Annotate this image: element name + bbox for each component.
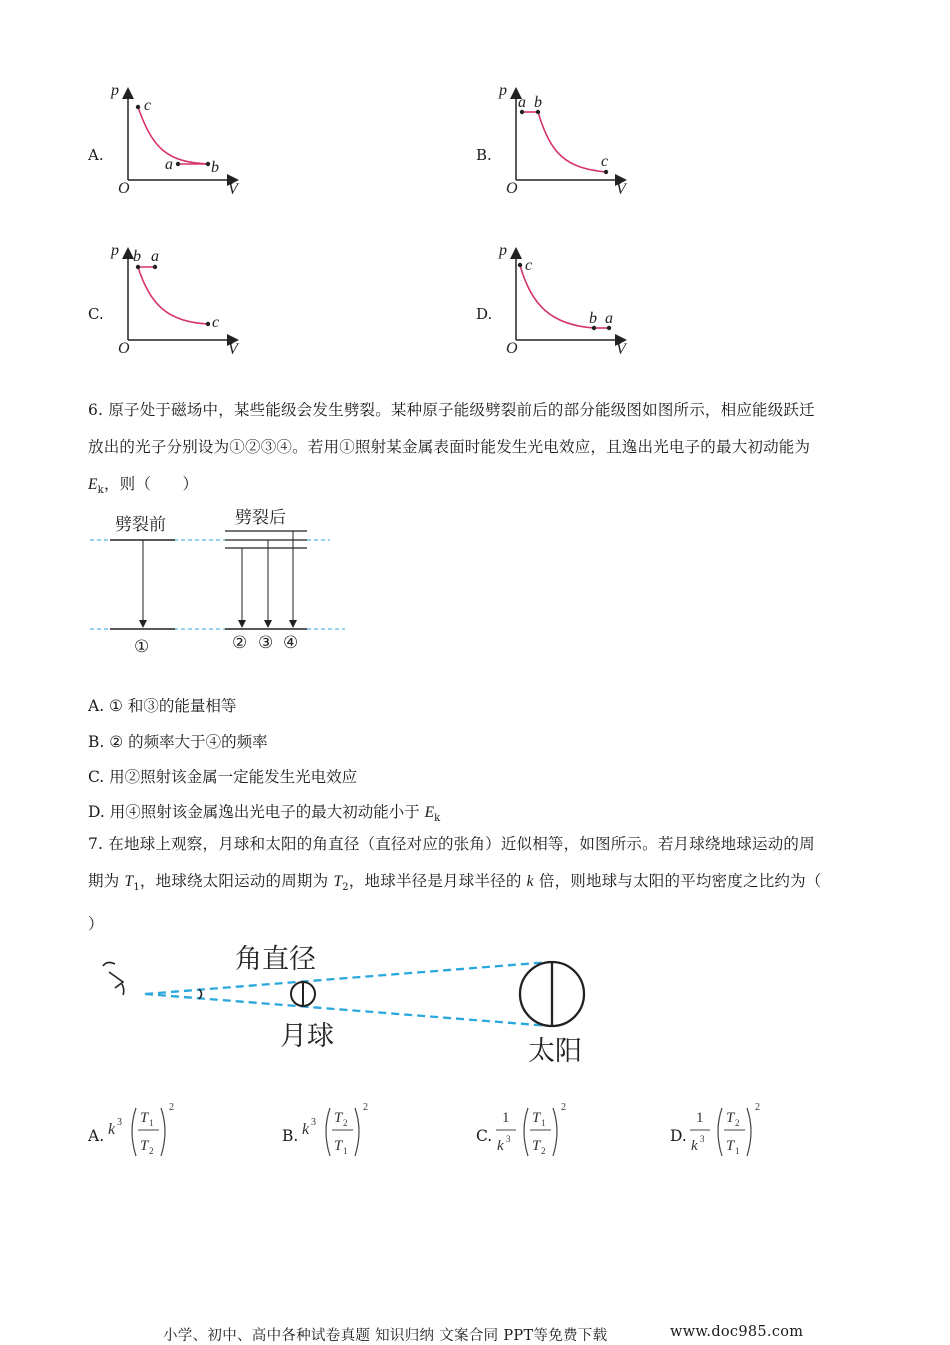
svg-text:O: O (118, 340, 130, 357)
svg-text:V: V (228, 341, 238, 358)
svg-text:T: T (334, 1110, 343, 1126)
lower-sightline (145, 994, 550, 1026)
pv-graph-c (108, 240, 248, 364)
svg-text:2: 2 (149, 1146, 154, 1156)
svg-text:a: a (151, 248, 159, 265)
svg-text:k: k (302, 1121, 310, 1138)
svg-text:p: p (499, 242, 507, 259)
svg-text:c: c (144, 97, 152, 114)
svg-text:k: k (691, 1138, 698, 1154)
photon-4-label: ④ (283, 633, 299, 653)
angle-arc (199, 989, 202, 999)
svg-text:p: p (499, 82, 507, 99)
svg-text:T: T (532, 1110, 541, 1126)
svg-text:c: c (525, 257, 533, 274)
svg-text:b: b (133, 248, 141, 265)
q7-choice-d-formula (688, 1098, 772, 1168)
svg-text:3: 3 (506, 1134, 511, 1144)
option-a-letter: A. (88, 146, 104, 164)
q6-choice-b: B. ② 的频率大于④的频率 (88, 733, 268, 751)
svg-text:2: 2 (363, 1102, 368, 1113)
svg-text:T: T (726, 1138, 735, 1154)
svg-text:c: c (601, 153, 609, 170)
svg-text:2: 2 (561, 1102, 566, 1113)
q7-line-2: 期为 $T_1$，地球绕太阳运动的周期为 $T_2$，地球半径是月球半径的 k 倍，则地球与太阳的平均密度之比约为（ (88, 872, 822, 894)
question-7 (88, 826, 878, 943)
svg-text:b: b (589, 310, 597, 327)
svg-text:b: b (211, 159, 219, 176)
svg-text:3: 3 (700, 1134, 705, 1144)
origin-label: O (118, 180, 130, 197)
svg-text:p: p (111, 242, 119, 259)
option-c-letter: C. (88, 305, 104, 323)
svg-text:a: a (518, 94, 526, 111)
svg-text:2: 2 (541, 1146, 546, 1156)
q6-choice-c: C. 用②照射该金属一定能发生光电效应 (88, 768, 358, 786)
photon-1-label: ① (134, 637, 150, 657)
svg-text:1: 1 (541, 1118, 546, 1128)
q6-line-1: 6. 原子处于磁场中，某些能级会发生劈裂。某种原子能级劈裂前后的部分能级图如图所示，相应能级跃迁 (88, 401, 815, 419)
svg-text:2: 2 (169, 1102, 174, 1113)
after-split-label: 劈裂后 (235, 508, 286, 528)
q7-choice-c-letter: C. (476, 1127, 493, 1145)
q7-choice-a-letter: A. (88, 1127, 105, 1145)
svg-text:T: T (140, 1138, 149, 1154)
svg-text:2: 2 (755, 1102, 760, 1113)
q7-choice-c-formula (494, 1098, 578, 1168)
svg-text:k: k (497, 1138, 504, 1154)
svg-text:V: V (616, 181, 626, 198)
svg-text:a: a (605, 310, 613, 327)
svg-text:1: 1 (735, 1146, 740, 1156)
photon-3-label: ③ (258, 633, 274, 653)
question-6 (88, 392, 868, 509)
q7-line-1: 7. 在地球上观察，月球和太阳的角直径（直径对应的张角）近似相等，如图所示。若月球绕地球运动的周 (88, 835, 815, 853)
svg-text:O: O (506, 340, 518, 357)
sun-label: 太阳 (528, 1036, 582, 1067)
svg-text:k: k (108, 1121, 116, 1138)
svg-text:O: O (506, 180, 518, 197)
pv-graph-b (496, 80, 636, 204)
svg-text:T: T (334, 1138, 343, 1154)
before-split-label: 劈裂前 (115, 515, 166, 535)
footer-url[interactable]: www.doc985.com (670, 1324, 804, 1340)
q6-line-3: $E_k$，则（ ） (88, 475, 199, 497)
q6-choice-a: A. ① 和③的能量相等 (88, 697, 237, 715)
svg-text:2: 2 (343, 1118, 348, 1128)
q6-line-2: 放出的光子分别设为①②③④。若用①照射某金属表面时能发生光电效应，且逸出光电子的最大初动能为 (88, 438, 811, 456)
q7-line-3: ） (88, 915, 104, 934)
svg-text:1: 1 (149, 1118, 154, 1128)
q6-choice-d: D. 用④照射该金属逸出光电子的最大初动能小于 $E_k$ (88, 803, 441, 825)
upper-sightline (145, 962, 550, 994)
q7-choice-d-letter: D. (670, 1127, 687, 1145)
q7-choice-a-formula (104, 1098, 184, 1168)
svg-text:a: a (165, 156, 173, 173)
p-axis-label: p (111, 82, 119, 99)
svg-text:T: T (140, 1110, 149, 1126)
energy-level-figure (85, 500, 355, 664)
svg-text:c: c (212, 314, 220, 331)
eye-icon (103, 962, 124, 995)
footer-text: 小学、初中、高中各种试卷真题 知识归纳 文案合同 PPT等免费下载 (163, 1328, 608, 1344)
angular-diameter-label: 角直径 (235, 944, 316, 975)
option-b-letter: B. (476, 146, 492, 164)
moon-label: 月球 (280, 1021, 334, 1052)
svg-text:b: b (534, 94, 542, 111)
svg-text:1: 1 (343, 1146, 348, 1156)
photon-2-label: ② (232, 633, 248, 653)
svg-text:2: 2 (735, 1118, 740, 1128)
svg-text:3: 3 (311, 1117, 316, 1128)
option-d-letter: D. (476, 305, 493, 323)
svg-text:3: 3 (117, 1117, 122, 1128)
v-axis-label: V (228, 181, 238, 198)
pv-graph-d (496, 240, 636, 364)
pv-graph-a (108, 80, 248, 204)
angular-diameter-figure (95, 940, 605, 1074)
svg-text:1: 1 (502, 1110, 510, 1126)
svg-text:T: T (532, 1138, 541, 1154)
svg-text:T: T (726, 1110, 735, 1126)
svg-text:1: 1 (696, 1110, 704, 1126)
q7-choice-b-letter: B. (282, 1127, 299, 1145)
svg-text:V: V (616, 341, 626, 358)
isotherm-curve (138, 107, 208, 164)
q7-choice-b-formula (298, 1098, 378, 1168)
